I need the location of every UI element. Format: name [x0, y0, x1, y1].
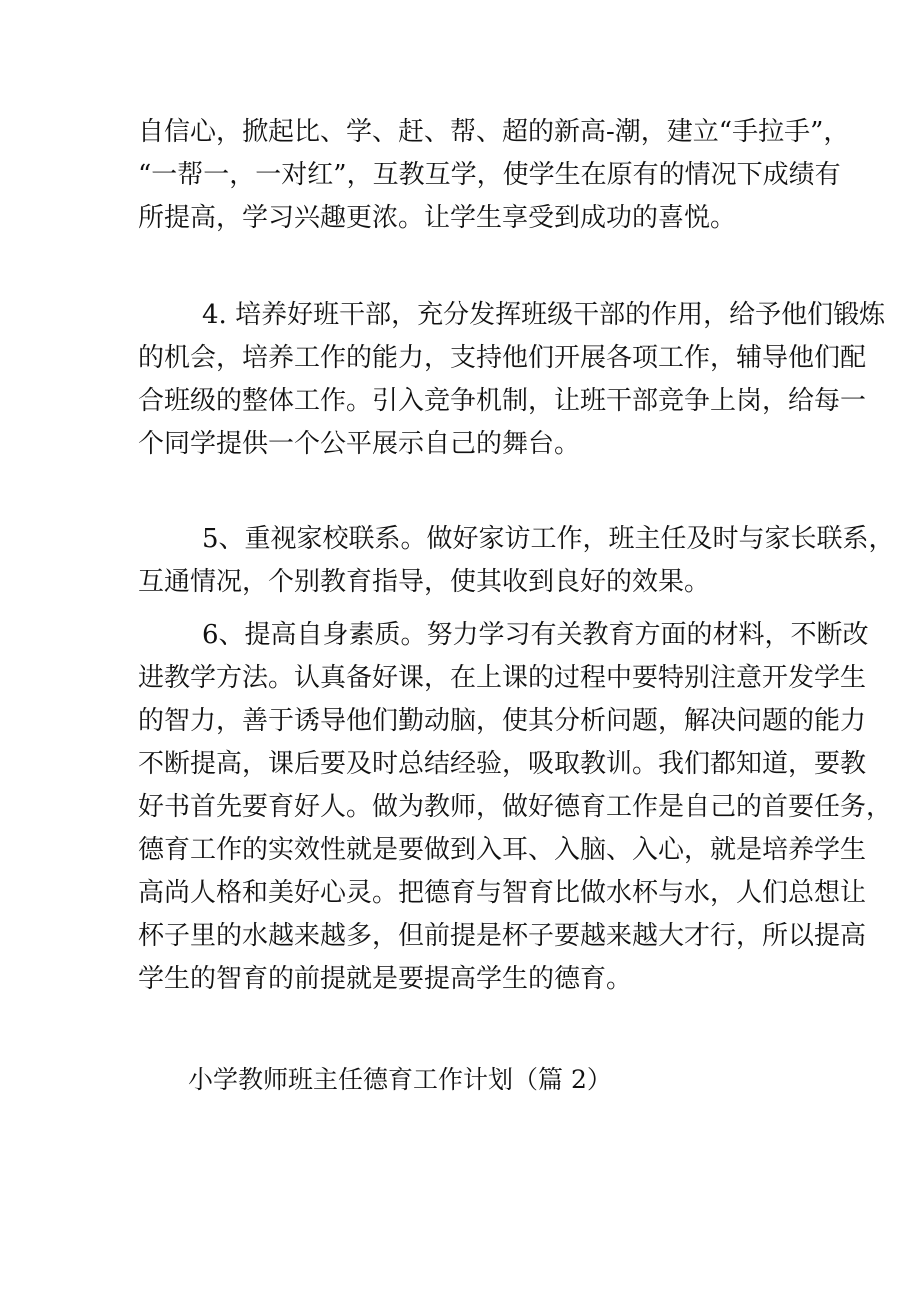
paragraph-item-5 — [138, 518, 895, 604]
paragraph-item-6 — [138, 614, 893, 1001]
text-line: 个同学提供一个公平展示自己的舞台。 — [138, 429, 581, 459]
text-line: 合班级的整体工作。引入竞争机制，让班干部竞争上岗，给每一 — [138, 386, 867, 416]
text-line: 4. 培养好班干部，充分发挥班级干部的作用，给予他们锻炼 — [202, 300, 886, 330]
text-line: 德育工作的实效性就是要做到入耳、入脑、入心，就是培养学生 — [138, 835, 867, 865]
section-heading: 小学教师班主任德育工作计划（篇 2） — [188, 1065, 612, 1094]
text-line: 的机会，培养工作的能力，支持他们开展各项工作，辅导他们配 — [138, 343, 867, 373]
text-line: 好书首先要育好人。做为教师，做好德育工作是自己的首要任务， — [138, 792, 893, 822]
paragraph-continuation — [138, 111, 850, 240]
text-line: 6、提高自身素质。努力学习有关教育方面的材料，不断改 — [202, 620, 869, 650]
text-line: 不断提高，课后要及时总结经验，吸取教训。我们都知道，要教 — [138, 749, 867, 779]
text-line: “一帮一，一对红”，互教互学，使学生在原有的情况下成绩有 — [138, 160, 841, 190]
paragraph-item-4 — [138, 294, 886, 466]
text-line: 所提高，学习兴趣更浓。让学生享受到成功的喜悦。 — [138, 203, 737, 233]
text-line: 自信心，掀起比、学、赶、帮、超的新高-潮，建立“手拉手”， — [138, 117, 850, 147]
text-line: 的智力，善于诱导他们勤动脑，使其分析问题，解决问题的能力 — [138, 706, 867, 736]
text-line: 互通情况，个别教育指导，使其收到良好的效果。 — [138, 567, 711, 597]
text-line: 学生的智育的前提就是要提高学生的德育。 — [138, 964, 633, 994]
text-line: 5、重视家校联系。做好家访工作，班主任及时与家长联系， — [202, 524, 895, 554]
text-line: 杯子里的水越来越多，但前提是杯子要越来越大才行，所以提高 — [138, 921, 867, 951]
text-line: 高尚人格和美好心灵。把德育与智育比做水杯与水，人们总想让 — [138, 878, 867, 908]
text-line: 进教学方法。认真备好课，在上课的过程中要特别注意开发学生 — [138, 663, 867, 693]
